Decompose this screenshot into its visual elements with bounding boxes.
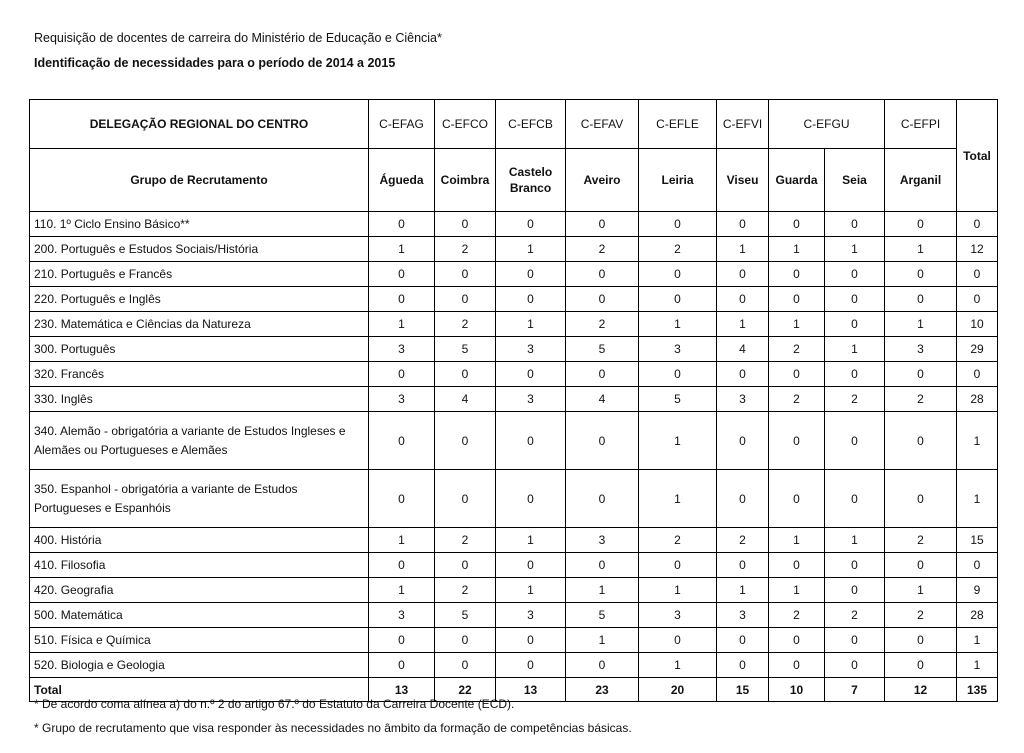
- table-row: [30, 412, 998, 470]
- value-cell: 1: [769, 312, 825, 337]
- table-body: [30, 212, 998, 702]
- row-label: 110. 1º Ciclo Ensino Básico**: [30, 212, 369, 237]
- recruitment-table: [29, 99, 998, 702]
- value-cell: 0: [566, 412, 639, 470]
- value-cell: 4: [435, 387, 496, 412]
- value-cell: 1: [769, 528, 825, 553]
- value-cell: 0: [496, 553, 566, 578]
- value-cell: 2: [825, 603, 885, 628]
- table-row: [30, 237, 998, 262]
- city-header: Leiria: [639, 149, 717, 212]
- total-cell: 135: [957, 678, 998, 702]
- table-row: [30, 603, 998, 628]
- value-cell: 2: [566, 237, 639, 262]
- value-cell: 0: [435, 628, 496, 653]
- value-cell: 2: [435, 578, 496, 603]
- row-label: 230. Matemática e Ciências da Natureza: [30, 312, 369, 337]
- value-cell: 0: [566, 653, 639, 678]
- value-cell: 2: [639, 528, 717, 553]
- value-cell: 2: [717, 528, 769, 553]
- value-cell: 0: [369, 653, 435, 678]
- row-label: 210. Português e Francês: [30, 262, 369, 287]
- row-label: 420. Geografia: [30, 578, 369, 603]
- value-cell: 0: [825, 312, 885, 337]
- table-row: [30, 212, 998, 237]
- value-cell: 0: [825, 287, 885, 312]
- value-cell: 5: [435, 337, 496, 362]
- value-cell: 0: [717, 653, 769, 678]
- value-cell: 1: [639, 653, 717, 678]
- footnote: * De acordo coma alínea a) do n.º 2 do artigo 67.º do Estatuto da Carreira Docente (ECD).: [34, 697, 515, 711]
- value-cell: 0: [717, 412, 769, 470]
- document-subtitle: Identificação de necessidades para o período de 2014 a 2015: [34, 56, 396, 70]
- value-cell: 0: [885, 653, 957, 678]
- value-cell: 1: [885, 312, 957, 337]
- table-row: [30, 287, 998, 312]
- row-label: 510. Física e Química: [30, 628, 369, 653]
- value-cell: 1: [717, 578, 769, 603]
- value-cell: 1: [496, 312, 566, 337]
- table-row: [30, 528, 998, 553]
- value-cell: 0: [566, 553, 639, 578]
- value-cell: 1: [369, 237, 435, 262]
- value-cell: 0: [717, 287, 769, 312]
- row-total-cell: 1: [957, 628, 998, 653]
- code-header: C-EFVI: [717, 100, 769, 149]
- value-cell: 0: [435, 212, 496, 237]
- value-cell: 0: [885, 553, 957, 578]
- code-header: C-EFLE: [639, 100, 717, 149]
- value-cell: 0: [435, 412, 496, 470]
- row-total-cell: 1: [957, 653, 998, 678]
- row-label: 350. Espanhol - obrigatória a variante de Estudos Portugueses e Espanhóis: [30, 470, 369, 528]
- value-cell: 0: [769, 628, 825, 653]
- value-cell: 3: [717, 387, 769, 412]
- value-cell: 0: [769, 287, 825, 312]
- value-cell: 1: [369, 578, 435, 603]
- value-cell: 1: [717, 237, 769, 262]
- row-label: 220. Português e Inglês: [30, 287, 369, 312]
- value-cell: 0: [566, 470, 639, 528]
- value-cell: 0: [369, 553, 435, 578]
- value-cell: 0: [566, 262, 639, 287]
- row-total-cell: 0: [957, 287, 998, 312]
- table-row: [30, 262, 998, 287]
- value-cell: 0: [769, 553, 825, 578]
- value-cell: 3: [566, 528, 639, 553]
- value-cell: 0: [639, 212, 717, 237]
- value-cell: 0: [885, 628, 957, 653]
- table-row: [30, 337, 998, 362]
- value-cell: 5: [566, 337, 639, 362]
- value-cell: 0: [369, 362, 435, 387]
- value-cell: 0: [369, 628, 435, 653]
- total-cell: 20: [639, 678, 717, 702]
- value-cell: 2: [566, 312, 639, 337]
- city-header: Aveiro: [566, 149, 639, 212]
- value-cell: 2: [885, 603, 957, 628]
- city-header: Arganil: [885, 149, 957, 212]
- value-cell: 0: [566, 212, 639, 237]
- value-cell: 0: [825, 553, 885, 578]
- code-header: C-EFAG: [369, 100, 435, 149]
- value-cell: 1: [825, 337, 885, 362]
- value-cell: 0: [496, 362, 566, 387]
- value-cell: 3: [369, 387, 435, 412]
- total-cell: 13: [369, 678, 435, 702]
- table-row: [30, 653, 998, 678]
- value-cell: 0: [769, 653, 825, 678]
- code-header: C-EFGU: [769, 100, 885, 149]
- value-cell: 0: [496, 262, 566, 287]
- total-cell: 7: [825, 678, 885, 702]
- value-cell: 0: [885, 362, 957, 387]
- city-header: Castelo Branco: [496, 149, 566, 212]
- value-cell: 0: [825, 262, 885, 287]
- value-cell: 0: [435, 653, 496, 678]
- value-cell: 0: [825, 212, 885, 237]
- value-cell: 0: [769, 262, 825, 287]
- code-header: C-EFCO: [435, 100, 496, 149]
- value-cell: 0: [496, 412, 566, 470]
- value-cell: 3: [496, 337, 566, 362]
- city-header: Guarda: [769, 149, 825, 212]
- value-cell: 1: [825, 237, 885, 262]
- value-cell: 2: [885, 528, 957, 553]
- value-cell: 0: [639, 553, 717, 578]
- value-cell: 0: [885, 412, 957, 470]
- value-cell: 1: [566, 628, 639, 653]
- row-label: 410. Filosofia: [30, 553, 369, 578]
- city-header: Viseu: [717, 149, 769, 212]
- value-cell: 1: [496, 578, 566, 603]
- value-cell: 0: [496, 470, 566, 528]
- total-cell: 12: [885, 678, 957, 702]
- value-cell: 2: [769, 337, 825, 362]
- value-cell: 1: [639, 470, 717, 528]
- value-cell: 1: [369, 312, 435, 337]
- row-label: 520. Biologia e Geologia: [30, 653, 369, 678]
- table-row: [30, 553, 998, 578]
- table-row: [30, 578, 998, 603]
- row-total-cell: 1: [957, 470, 998, 528]
- row-total-cell: 0: [957, 262, 998, 287]
- value-cell: 3: [885, 337, 957, 362]
- row-total-cell: 28: [957, 603, 998, 628]
- row-label: 330. Inglês: [30, 387, 369, 412]
- table-row: [30, 362, 998, 387]
- value-cell: 0: [566, 287, 639, 312]
- row-total-cell: 0: [957, 362, 998, 387]
- value-cell: 3: [496, 387, 566, 412]
- value-cell: 2: [769, 603, 825, 628]
- value-cell: 5: [639, 387, 717, 412]
- value-cell: 0: [885, 470, 957, 528]
- row-label: 300. Português: [30, 337, 369, 362]
- row-total-cell: 29: [957, 337, 998, 362]
- total-header: Total: [957, 100, 998, 212]
- value-cell: 0: [639, 262, 717, 287]
- value-cell: 0: [496, 287, 566, 312]
- total-cell: 23: [566, 678, 639, 702]
- value-cell: 0: [435, 362, 496, 387]
- value-cell: 0: [369, 287, 435, 312]
- value-cell: 0: [435, 287, 496, 312]
- value-cell: 1: [717, 312, 769, 337]
- value-cell: 0: [825, 362, 885, 387]
- total-cell: 10: [769, 678, 825, 702]
- row-total-cell: 15: [957, 528, 998, 553]
- value-cell: 2: [825, 387, 885, 412]
- value-cell: 0: [825, 412, 885, 470]
- value-cell: 2: [769, 387, 825, 412]
- value-cell: 0: [435, 553, 496, 578]
- total-cell: 13: [496, 678, 566, 702]
- value-cell: 0: [825, 628, 885, 653]
- value-cell: 2: [435, 528, 496, 553]
- document-title: Requisição de docentes de carreira do Ministério de Educação e Ciência*: [34, 31, 442, 45]
- value-cell: 0: [825, 653, 885, 678]
- row-total-cell: 0: [957, 553, 998, 578]
- value-cell: 0: [769, 412, 825, 470]
- row-label: 320. Francês: [30, 362, 369, 387]
- value-cell: 0: [885, 262, 957, 287]
- value-cell: 2: [885, 387, 957, 412]
- city-header: Seia: [825, 149, 885, 212]
- value-cell: 2: [435, 237, 496, 262]
- value-cell: 1: [769, 578, 825, 603]
- value-cell: 0: [435, 470, 496, 528]
- value-cell: 0: [885, 212, 957, 237]
- value-cell: 1: [769, 237, 825, 262]
- row-total-cell: 10: [957, 312, 998, 337]
- value-cell: 1: [369, 528, 435, 553]
- value-cell: 0: [825, 578, 885, 603]
- value-cell: 0: [369, 262, 435, 287]
- value-cell: 2: [435, 312, 496, 337]
- total-row-label: Total: [30, 678, 369, 702]
- value-cell: 0: [369, 412, 435, 470]
- value-cell: 1: [496, 237, 566, 262]
- value-cell: 0: [769, 470, 825, 528]
- row-total-cell: 9: [957, 578, 998, 603]
- code-header: C-EFCB: [496, 100, 566, 149]
- value-cell: 1: [639, 312, 717, 337]
- value-cell: 3: [369, 603, 435, 628]
- value-cell: 0: [639, 628, 717, 653]
- table-row: [30, 470, 998, 528]
- value-cell: 0: [825, 470, 885, 528]
- city-header: Coimbra: [435, 149, 496, 212]
- value-cell: 0: [496, 628, 566, 653]
- value-cell: 0: [717, 262, 769, 287]
- row-total-cell: 28: [957, 387, 998, 412]
- city-header: Águeda: [369, 149, 435, 212]
- value-cell: 0: [717, 470, 769, 528]
- value-cell: 0: [496, 212, 566, 237]
- value-cell: 0: [717, 628, 769, 653]
- row-total-cell: 12: [957, 237, 998, 262]
- total-cell: 15: [717, 678, 769, 702]
- value-cell: 5: [435, 603, 496, 628]
- value-cell: 0: [369, 212, 435, 237]
- value-cell: 0: [566, 362, 639, 387]
- value-cell: 1: [885, 578, 957, 603]
- row-label: 200. Português e Estudos Sociais/História: [30, 237, 369, 262]
- value-cell: 3: [496, 603, 566, 628]
- value-cell: 1: [825, 528, 885, 553]
- value-cell: 0: [639, 287, 717, 312]
- total-cell: 22: [435, 678, 496, 702]
- table-row: [30, 387, 998, 412]
- row-label: 340. Alemão - obrigatória a variante de Estudos Ingleses e Alemães ou Portugueses e Alemães: [30, 412, 369, 470]
- value-cell: 0: [769, 212, 825, 237]
- value-cell: 5: [566, 603, 639, 628]
- value-cell: 0: [717, 212, 769, 237]
- row-total-cell: 1: [957, 412, 998, 470]
- value-cell: 3: [639, 603, 717, 628]
- table-row: [30, 628, 998, 653]
- value-cell: 1: [885, 237, 957, 262]
- value-cell: 0: [369, 470, 435, 528]
- value-cell: 0: [717, 362, 769, 387]
- value-cell: 1: [639, 578, 717, 603]
- value-cell: 0: [769, 362, 825, 387]
- value-cell: 1: [496, 528, 566, 553]
- code-header: C-EFPI: [885, 100, 957, 149]
- value-cell: 3: [639, 337, 717, 362]
- value-cell: 0: [496, 653, 566, 678]
- footnote: * Grupo de recrutamento que visa responder às necessidades no âmbito da formação de competências básicas.: [34, 721, 632, 735]
- table-row: [30, 312, 998, 337]
- row-label: 500. Matemática: [30, 603, 369, 628]
- value-cell: 4: [566, 387, 639, 412]
- region-header: DELEGAÇÃO REGIONAL DO CENTRO: [30, 100, 369, 149]
- row-total-cell: 0: [957, 212, 998, 237]
- group-header: Grupo de Recrutamento: [30, 149, 369, 212]
- value-cell: 0: [639, 362, 717, 387]
- value-cell: 0: [717, 553, 769, 578]
- value-cell: 0: [435, 262, 496, 287]
- value-cell: 1: [639, 412, 717, 470]
- value-cell: 4: [717, 337, 769, 362]
- value-cell: 2: [639, 237, 717, 262]
- code-header: C-EFAV: [566, 100, 639, 149]
- value-cell: 3: [717, 603, 769, 628]
- value-cell: 1: [566, 578, 639, 603]
- row-label: 400. História: [30, 528, 369, 553]
- value-cell: 3: [369, 337, 435, 362]
- value-cell: 0: [885, 287, 957, 312]
